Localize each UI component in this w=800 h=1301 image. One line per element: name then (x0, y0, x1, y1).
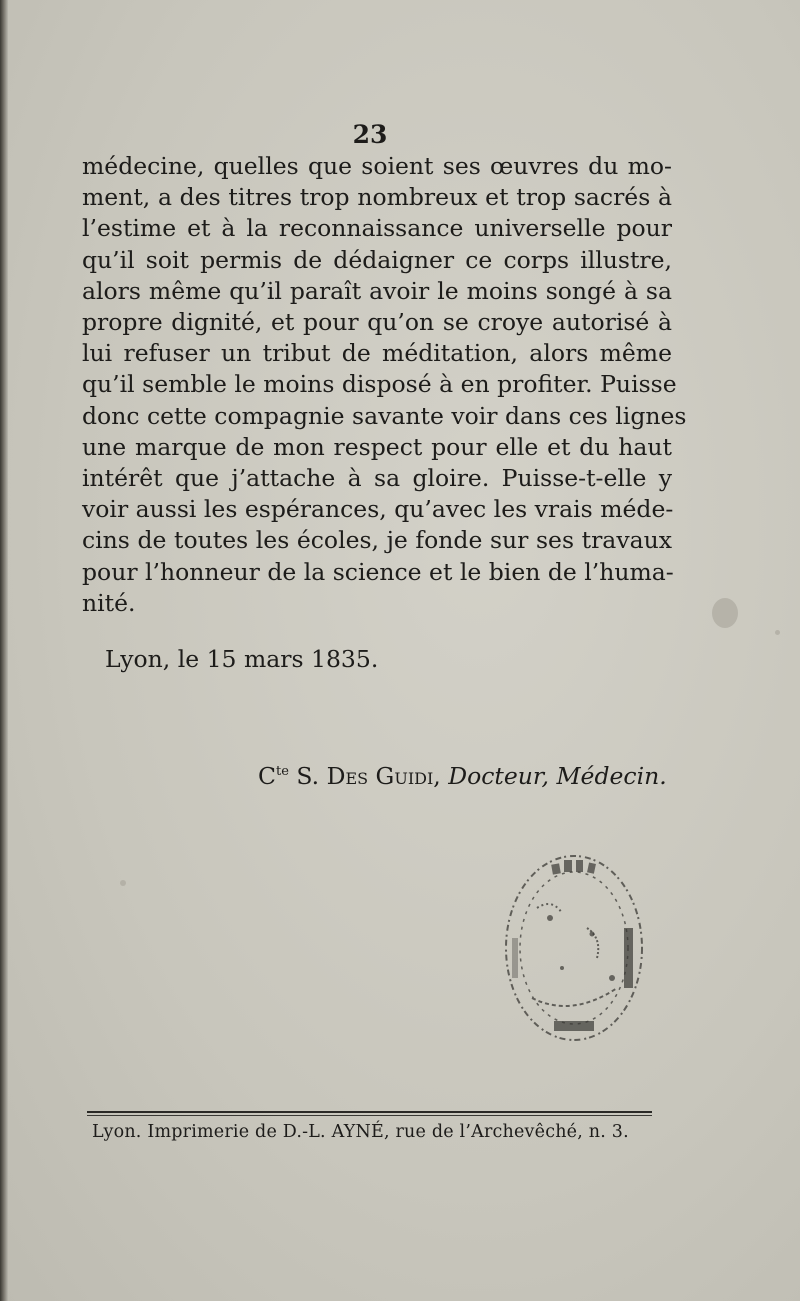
text-line: propre dignité, et pour qu’on se croye autorisé à (82, 308, 672, 337)
text-line: lui refuser un tribut de méditation, alors même (82, 339, 672, 368)
signature-separator: , (433, 762, 441, 790)
signature-initial: S. (296, 762, 320, 790)
signature-title: C (258, 762, 276, 790)
text-line: cins de toutes les écoles, je fonde sur ses travaux (82, 526, 672, 555)
paper-speck (775, 630, 780, 635)
signature (258, 762, 667, 790)
text-line: alors même qu’il paraît avoir le moins songé à sa (82, 276, 672, 305)
signature-title-superscript: te (275, 764, 289, 780)
page-number: 23 (352, 120, 388, 149)
footer-rule (87, 1111, 652, 1113)
text-line: qu’il soit permis de dédaigner ce corps illustre, (82, 245, 672, 274)
text-line: donc cette compagnie savante voir dans ces lignes (82, 401, 687, 430)
paper-stain (712, 598, 738, 628)
body-paragraph (82, 151, 687, 619)
text-line: nité. (82, 588, 136, 617)
text-line: l’estime et à la reconnaissance universelle pour (82, 214, 672, 243)
paper-speck (120, 880, 126, 886)
footer-rule-thin (87, 1115, 652, 1116)
library-stamp-icon (492, 838, 662, 1058)
text-line: ment, a des titres trop nombreux et trop sacrés à (82, 183, 672, 212)
signature-role: Docteur, Médecin. (448, 762, 667, 790)
text-line: voir aussi les espérances, qu’avec les vrais méde- (82, 495, 674, 524)
text-line: une marque de mon respect pour elle et du haut (82, 432, 672, 461)
text-line: qu’il semble le moins disposé à en profiter. Puisse (82, 370, 677, 399)
text-line: médecine, quelles que soient ses œuvres du mo- (82, 152, 672, 180)
text-line: intérêt que j’attache à sa gloire. Puisse-t-elle y (82, 464, 672, 493)
book-spine-shadow (0, 0, 8, 1301)
dateline: Lyon, le 15 mars 1835. (105, 645, 379, 673)
text-line: pour l’honneur de la science et le bien de l’huma- (82, 557, 674, 586)
printer-imprint: Lyon. Imprimerie de D.-L. AYNÉ, rue de l’Archevêché, n. 3. (92, 1122, 629, 1142)
signature-name: Des Guidi (326, 762, 434, 790)
